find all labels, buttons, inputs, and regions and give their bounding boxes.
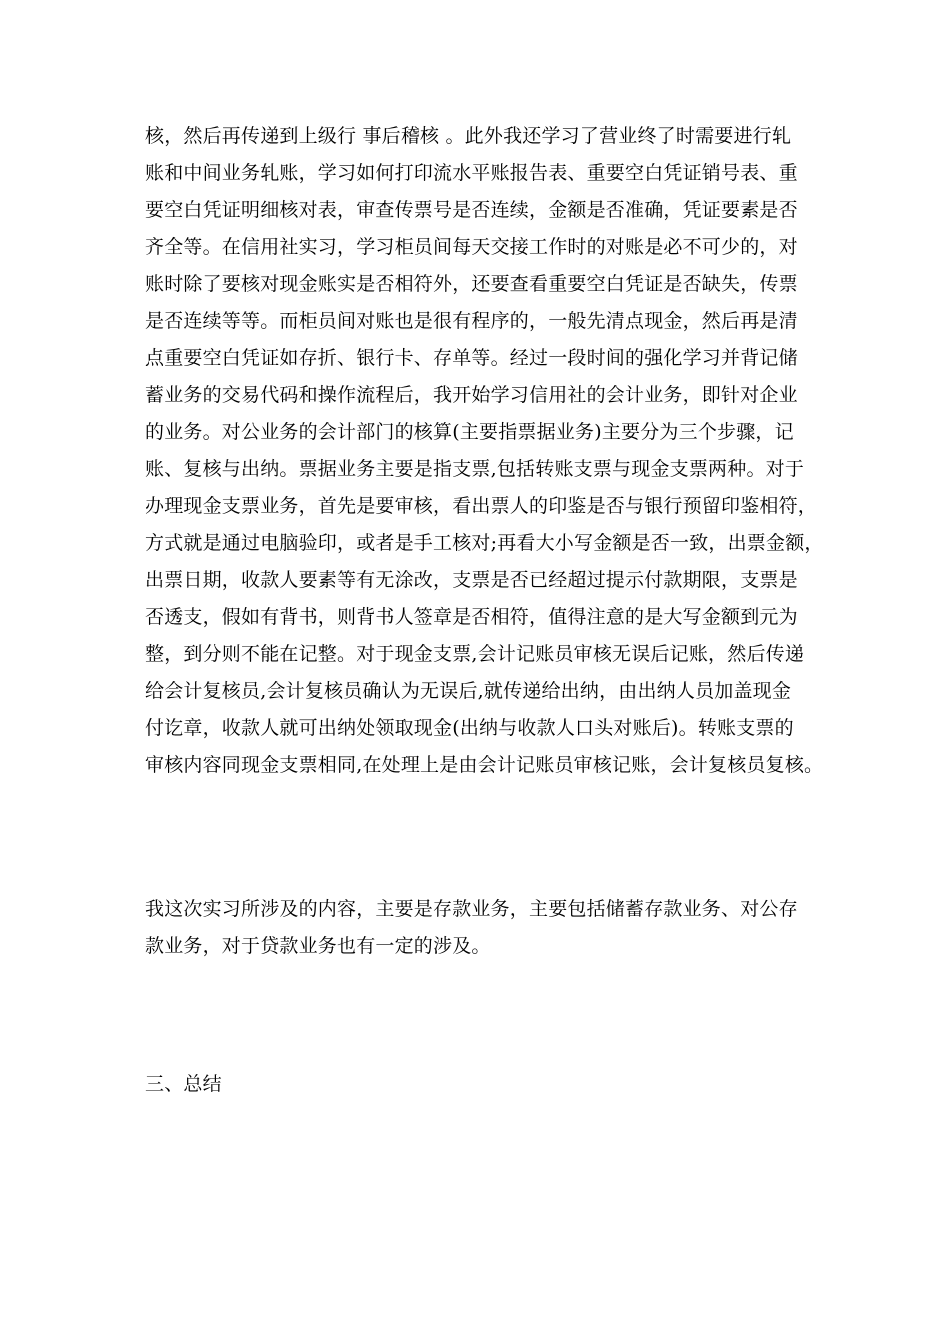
paragraph-line: 款业务，对于贷款业务也有一定的涉及。 [145, 935, 491, 957]
paragraph-line: 齐全等。在信用社实习，学习柜员间每天交接工作时的对账是必不可少的，对 [145, 236, 798, 258]
paragraph-line: 我这次实习所涉及的内容，主要是存款业务，主要包括储蓄存款业务、对公存 [145, 898, 798, 920]
paragraph-line: 账、复核与出纳。票据业务主要是指支票,包括转账支票与现金支票两种。对于 [145, 458, 805, 480]
paragraph-line: 审核内容同现金支票相同,在处理上是由会计记账员审核记账，会计复核员复核。 [145, 754, 824, 776]
paragraph-line: 是否连续等等。而柜员间对账也是很有程序的，一般先清点现金，然后再是清 [145, 310, 798, 332]
paragraph-line: 办理现金支票业务，首先是要审核，看出票人的印鉴是否与银行预留印鉴相符， [145, 495, 818, 517]
paragraph-line: 点重要空白凭证如存折、银行卡、存单等。经过一段时间的强化学习并背记储 [145, 347, 798, 369]
paragraph-line: 账时除了要核对现金账实是否相符外，还要查看重要空白凭证是否缺失，传票 [145, 273, 798, 295]
paragraph-line: 否透支，假如有背书，则背书人签章是否相符，值得注意的是大写金额到元为 [145, 606, 798, 628]
paragraph-line: 方式就是通过电脑验印，或者是手工核对;再看大小写金额是否一致，出票金额， [145, 532, 824, 554]
paragraph-line: 核，然后再传递到上级行 事后稽核 。此外我还学习了营业终了时需要进行轧 [145, 125, 792, 147]
paragraph-line: 出票日期，收款人要素等有无涂改，支票是否已经超过提示付款期限，支票是 [145, 569, 798, 591]
paragraph-line: 的业务。对公业务的会计部门的核算(主要指票据业务)主要分为三个步骤，记 [145, 421, 794, 443]
paragraph-line: 给会计复核员,会计复核员确认为无误后,就传递给出纳，由出纳人员加盖现金 [145, 680, 792, 702]
section-heading-summary: 三、总结 [145, 1073, 222, 1095]
paragraph-line: 付讫章，收款人就可出纳处领取现金(出纳与收款人口头对账后)。转账支票的 [145, 717, 794, 739]
paragraph-line: 账和中间业务轧账，学习如何打印流水平账报告表、重要空白凭证销号表、重 [145, 162, 798, 184]
paragraph-line: 整，到分则不能在记整。对于现金支票,会计记账员审核无误后记账，然后传递 [145, 643, 805, 665]
paragraph-line: 要空白凭证明细核对表，审查传票号是否连续，金额是否准确，凭证要素是否 [145, 199, 798, 221]
paragraph-line: 蓄业务的交易代码和操作流程后，我开始学习信用社的会计业务，即针对企业 [145, 384, 798, 406]
